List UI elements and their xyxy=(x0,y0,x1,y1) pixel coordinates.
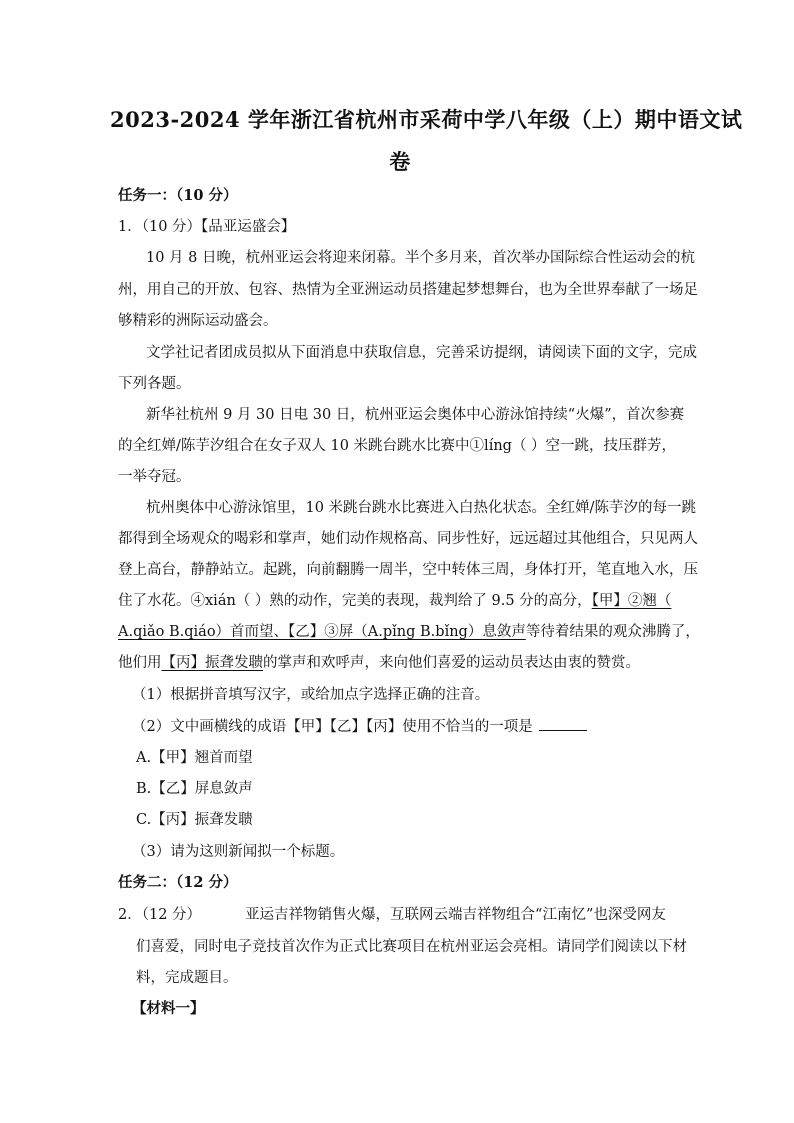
news-p1-line-2: 的全红婵/陈芋汐组合在女子双人 10 米跳台跳水比赛中①líng（ ）空一跳，技压群芳， xyxy=(118,438,677,454)
news-p2-line-4 xyxy=(118,591,671,611)
question1-label: 1．（10 分）【品亚运盛会】 xyxy=(118,219,296,235)
question2-label: 2．（12 分） xyxy=(118,907,202,923)
news-p2-line-4-text: 住了水花。④xián（ ）熟的动作，完美的表现，裁判给了 9.5 分的高分， xyxy=(118,593,592,609)
news-p1-line-3: 一举夺冠。 xyxy=(118,469,191,485)
idiom-yi-underlined: A.qiǎo B.qiáo）首而望、【乙】③屏（A.pǐng B.bǐng）息敛声 xyxy=(118,624,526,640)
question2-line-2: 们喜爱，同时电子竞技首次作为正式比赛项目在杭州亚运会亮相。请同学们阅读以下材 xyxy=(136,939,687,955)
sub-question-2-text: （2）文中画横线的成语【甲】【乙】【丙】使用不恰当的一项是 xyxy=(132,719,533,735)
intro-line-2: 州，用自己的开放、包容、热情为全亚洲运动员搭建起梦想舞台，也为全世界奉献了一场足 xyxy=(118,282,698,298)
option-a: A.【甲】翘首而望 xyxy=(136,750,253,766)
question2-line-3: 料，完成题目。 xyxy=(136,970,238,986)
question2-line-1 xyxy=(118,905,666,925)
answer-blank[interactable] xyxy=(539,716,587,731)
intro-line-3: 够精彩的洲际运动盛会。 xyxy=(118,313,278,329)
sub-question-3: （3）请为这则新闻拟一个标题。 xyxy=(132,844,345,860)
intro-line-1: 10 月 8 日晚，杭州亚运会将迎来闭幕。半个多月来，首次举办国际综合性运动会的杭 xyxy=(146,250,696,266)
news-p2-line-3: 登上高台，静静站立。起跳，向前翻腾一周半，空中转体三周，身体打开，笔直地入水，压 xyxy=(118,562,698,578)
exam-title-line2: 卷 xyxy=(389,149,411,174)
news-p2-line-5-rest: 等待着结果的观众沸腾了， xyxy=(525,624,700,640)
material-1-label: 【材料一】 xyxy=(132,1000,205,1017)
option-c: C.【丙】振聋发聩 xyxy=(136,812,253,828)
question2-text-1: 亚运吉祥物销售火爆，互联网云端吉祥物组合“江南忆”也深受网友 xyxy=(245,907,666,923)
news-p2-line-5 xyxy=(118,622,700,642)
news-p2-line-6-a: 他们用 xyxy=(118,655,162,671)
news-p2-line-1: 杭州奥体中心游泳馆里，10 米跳台跳水比赛进入白热化状态。全红婵/陈芋汐的每一跳 xyxy=(146,500,696,516)
exam-title-line1: 2023-2024 学年浙江省杭州市采荷中学八年级（上）期中语文试 xyxy=(110,107,743,132)
news-p1-line-1: 新华社杭州 9 月 30 日电 30 日，杭州亚运会奥体中心游泳馆持续“火爆”，首次参赛 xyxy=(146,407,685,423)
option-b: B.【乙】屏息敛声 xyxy=(136,781,253,797)
instruction-line-2: 下列各题。 xyxy=(118,376,191,392)
sub-question-2 xyxy=(132,716,587,737)
sub-question-1: （1）根据拼音填写汉字，或给加点字选择正确的注音。 xyxy=(132,687,490,703)
news-p2-line-6 xyxy=(118,653,640,673)
idiom-jia-underlined: 【甲】②翘（ xyxy=(591,593,672,609)
idiom-bing-underlined: 【丙】振聋发聩 xyxy=(161,655,263,671)
news-p2-line-2: 都得到全场观众的喝彩和掌声，她们动作规格高、同步性好，远远超过其他组合，只见两人 xyxy=(118,531,698,547)
task2-heading: 任务二：（12 分） xyxy=(118,874,238,891)
instruction-line-1: 文学社记者团成员拟从下面消息中获取信息，完善采访提纲，请阅读下面的文字，完成 xyxy=(146,345,697,361)
news-p2-line-6-b: 的掌声和欢呼声，来向他们喜爱的运动员表达由衷的赞赏。 xyxy=(263,655,640,671)
task1-heading: 任务一：（10 分） xyxy=(118,187,238,204)
